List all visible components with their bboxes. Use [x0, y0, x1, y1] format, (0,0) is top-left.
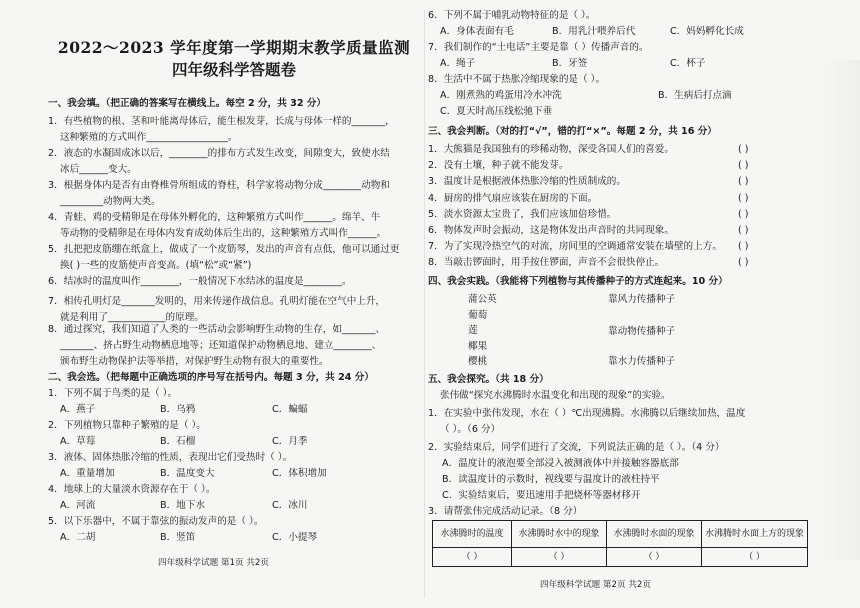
- choice-q2-options: [48, 434, 307, 450]
- fill-q2: 2．液态的水凝固成冰以后，________的排布方式发生改变，间隙变大，致使水结: [48, 148, 390, 159]
- choice-q8-options: [428, 88, 732, 104]
- section-4-heading: 四、我会实践。（我能将下列植物与其传播种子的方式连起来。10 分）: [428, 276, 728, 287]
- judge-item-text: 1．大熊猫是我国独有的珍稀动物，深受各国人们的喜爱。: [428, 144, 674, 155]
- choice-q6: 6．下列不属于哺乳动物特征的是（ ）。: [428, 10, 596, 21]
- fill-q8-cont: _______、挤占野生动物栖息地等；还知道保护动物栖息地、建立________、: [60, 340, 382, 351]
- plant-item[interactable]: 樱桃: [468, 356, 488, 368]
- record-answer-cell[interactable]: （ ）: [433, 548, 512, 567]
- page-divider: [424, 10, 425, 598]
- experiment-q2: 2．实验结束后，同学们进行了交流，下列说法正确的是（ ）。（4 分）: [428, 442, 725, 453]
- judge-item: [428, 255, 664, 271]
- record-answer-cell[interactable]: （ ）: [607, 548, 702, 567]
- choice-q8: 8．生活中不属于热胀冷缩现象的是（ ）。: [428, 74, 606, 85]
- option-c: C．杯子: [670, 58, 706, 69]
- judge-item-text: 4．厨房的排气扇应该装在厨房的下面。: [428, 192, 598, 204]
- plant-list: [468, 292, 497, 370]
- option-b: B．用乳汁喂养后代: [552, 26, 636, 37]
- experiment-q3: 3．请帮张伟完成活动记录。（8 分）: [428, 506, 583, 517]
- record-answer-cell[interactable]: （ ）: [512, 548, 607, 567]
- record-header-cell: 水沸腾时水中的现象: [512, 521, 607, 548]
- seed-method-item[interactable]: 靠动物传播种子: [608, 326, 676, 337]
- record-header-cell: 水沸腾时水面的现象: [607, 521, 702, 548]
- seed-method-item[interactable]: 靠风力传播种子: [608, 294, 676, 305]
- option-b: B．石榴: [160, 436, 196, 447]
- judge-item: [428, 207, 616, 223]
- plant-item[interactable]: 莲: [468, 325, 478, 337]
- judge-item-text: 3．温度计是根据液体热胀冷缩的性质制成的。: [428, 176, 626, 188]
- choice-q3-options: [48, 466, 327, 482]
- page-shadow: [820, 60, 860, 560]
- section-1-heading: 一、我会填。（把正确的答案写在横线上。每空 2 分，共 32 分）: [48, 98, 327, 109]
- experiment-intro: 张伟做“探究水沸腾时水温变化和出现的现象”的实验。: [440, 390, 671, 401]
- choice-q5: 5．以下乐器中，不属于靠弦的振动发声的是（ ）。: [48, 516, 264, 527]
- judge-item: [428, 223, 674, 239]
- experiment-q1: 1．在实验中张伟发现，水在（ ）℃出现沸腾。水沸腾以后继续加热，温度: [428, 408, 746, 419]
- option-a: A．刚煮熟的鸡蛋用冷水冲洗: [440, 90, 562, 101]
- option-c: C．冰川: [272, 500, 308, 511]
- exam-title: 2022～2023 学年度第一学期期末教学质量监测: [57, 38, 411, 57]
- option-a: A．二胡: [60, 532, 96, 543]
- judge-item: [428, 158, 568, 174]
- page-footer: 四年级科学试题 第1页 共2页: [158, 558, 269, 568]
- choice-q7-options: [428, 56, 705, 72]
- option-c: C．月季: [272, 436, 308, 447]
- choice-q1: 1．下列不属于鸟类的是（ ）。: [48, 388, 178, 399]
- judge-answer-bracket[interactable]: ( ): [738, 160, 749, 172]
- choice-q6-options: [428, 24, 744, 40]
- choice-q7: 7．我们制作的“土电话”主要是靠（ ）传播声音的。: [428, 42, 649, 53]
- fill-q6: 6．结冰时的温度叫作________，一般情况下水结冰的温度是________。: [48, 276, 352, 287]
- judge-answer-bracket[interactable]: ( ): [738, 192, 749, 204]
- option-b: B．竖笛: [160, 532, 196, 543]
- section-3-heading: 三、我会判断。（对的打“√”，错的打“×”。每题 2 分，共 16 分）: [428, 126, 717, 137]
- option-b: B．乌鸦: [160, 404, 196, 415]
- choice-q8-option-c: C．夏天时高压线松驰下垂: [440, 106, 553, 117]
- option-a: A．河流: [60, 500, 96, 511]
- fill-q4: 4．青蛙、鸡的受精卵是在母体外孵化的，这种繁殖方式叫作______。绵羊、牛: [48, 212, 381, 223]
- plant-item[interactable]: 蒲公英: [468, 294, 497, 305]
- experiment-q1-cont: （ ）。（6 分）: [440, 424, 501, 435]
- right-page: [428, 0, 812, 608]
- option-a: A．重量增加: [60, 468, 115, 479]
- option-b: B．温度变大: [160, 468, 215, 479]
- judge-item: [428, 191, 597, 207]
- judge-item-text: 5．淡水资源太宝贵了，我们应该加倍珍惜。: [428, 208, 617, 220]
- option-a: A．草莓: [60, 436, 96, 447]
- choice-q3: 3．液体、固体热胀冷缩的性质，表现出它们受热时（ ）。: [48, 452, 293, 463]
- plant-item[interactable]: 葡萄: [468, 309, 488, 321]
- fill-q2-cont: 冰后______变大。: [60, 164, 137, 175]
- fill-q7: 7．相传孔明灯是_______发明的，用来传递作战信息。孔明灯能在空气中上升，: [48, 296, 386, 307]
- judge-item-text: 7．为了实现冷热空气的对流，房间里的空调通常安装在墙壁的上方。: [428, 241, 722, 253]
- record-table: [432, 520, 808, 567]
- option-a: A．身体表面有毛: [440, 26, 514, 37]
- judge-answer-bracket[interactable]: ( ): [738, 225, 749, 236]
- page-footer: 四年级科学试题 第2页 共2页: [540, 580, 651, 590]
- option-b: B．生病后打点滴: [658, 90, 732, 101]
- fill-q8: 8．通过探究，我们知道了人类的一些活动会影响野生动物的生存，如_______、: [48, 324, 386, 335]
- judge-answer-bracket[interactable]: ( ): [738, 257, 749, 269]
- fill-q5: 5．扎把把皮筋绷在纸盒上，做成了一个皮筋琴，发出的声音有点低，他可以通过更: [48, 244, 400, 255]
- left-page: [48, 0, 420, 608]
- choice-q5-options: [48, 530, 317, 546]
- option-b: B．牙签: [552, 58, 588, 69]
- option-b: B．地下水: [160, 500, 205, 511]
- judge-answer-bracket[interactable]: ( ): [738, 208, 749, 220]
- record-table-header: [433, 521, 808, 548]
- choice-q1-options: [48, 402, 307, 418]
- section-2-heading: 二、我会选。（把每题中正确选项的序号写在括号内。每题 3 分，共 24 分）: [48, 372, 374, 383]
- choice-q2: 2．下列植物只靠种子繁殖的是（ ）。: [48, 420, 206, 431]
- fill-q8-cont2: 颁布野生动物保护法等举措，对保护野生动物有很大的重要性。: [60, 356, 329, 367]
- fill-q7-cont: 就是利用了____________的原理。: [60, 312, 204, 323]
- judge-item: [428, 239, 722, 255]
- fill-q1-cont: 这种繁殖的方式叫作_________________。: [60, 132, 238, 143]
- judge-item-text: 6．物体发声时会振动，这是物体发出声音时的共同现象。: [428, 225, 674, 236]
- fill-q3-cont: _________动物两大类。: [60, 196, 161, 207]
- record-header-cell: 水沸腾时的温度: [433, 521, 512, 548]
- record-table-answer-row: [433, 548, 808, 567]
- judge-answer-bracket[interactable]: ( ): [738, 241, 749, 253]
- choice-q4: 4．地球上的大量淡水资源存在于（ ）。: [48, 484, 216, 495]
- option-c: C．妈妈孵化长成: [670, 26, 744, 37]
- section-5-heading: 五、我会探究。（共 18 分）: [428, 374, 549, 385]
- option-c: C．小提琴: [272, 532, 318, 543]
- experiment-q2-option-c: C．实验结束后，要迅速用手把烧杯等器材移开: [442, 490, 641, 501]
- fill-q1: 1．有些植物的根、茎和叶能离母体后，能生根发芽，长成与母体一样的_______，: [48, 116, 395, 127]
- fill-q4-cont: 等动物的受精卵是在母体内发育成幼体后生出的，这种繁殖方式叫作______。: [60, 228, 387, 239]
- judge-item-text: 8．当敲击锣面时，用手按住锣面，声音不会很快停止。: [428, 257, 665, 269]
- judge-item: [428, 142, 674, 158]
- record-answer-cell[interactable]: （ ）: [702, 548, 808, 567]
- experiment-q2-option-a: A．温度计的液泡要全部浸入被测液体中并接触容器底部: [442, 458, 679, 469]
- fill-q3: 3．根据身体内是否有由脊椎骨所组成的脊柱，科学家将动物分成________动物和: [48, 180, 390, 191]
- option-c: C．蝙蝠: [272, 404, 308, 415]
- option-c: C．体积增加: [272, 468, 327, 479]
- judge-item-text: 2．没有土壤，种子就不能发芽。: [428, 160, 569, 172]
- judge-answer-bracket[interactable]: ( ): [738, 176, 749, 188]
- choice-q4-options: [48, 498, 307, 514]
- plant-item[interactable]: 椰果: [468, 340, 488, 352]
- seed-method-item[interactable]: 靠水力传播种子: [608, 356, 676, 367]
- exam-subtitle: 四年级科学答题卷: [171, 60, 296, 79]
- judge-item: [428, 174, 626, 190]
- experiment-q2-option-b: B．读温度计的示数时，视线要与温度计的液柱持平: [442, 474, 660, 485]
- option-a: A．绳子: [440, 58, 476, 69]
- judge-answer-bracket[interactable]: ( ): [738, 144, 749, 155]
- fill-q5-cont: 换( )一些的皮筋使声音变高。(填“松”或“紧”): [60, 260, 252, 271]
- record-header-cell: 水沸腾时水面上方的现象: [702, 521, 808, 548]
- option-a: A．燕子: [60, 404, 96, 415]
